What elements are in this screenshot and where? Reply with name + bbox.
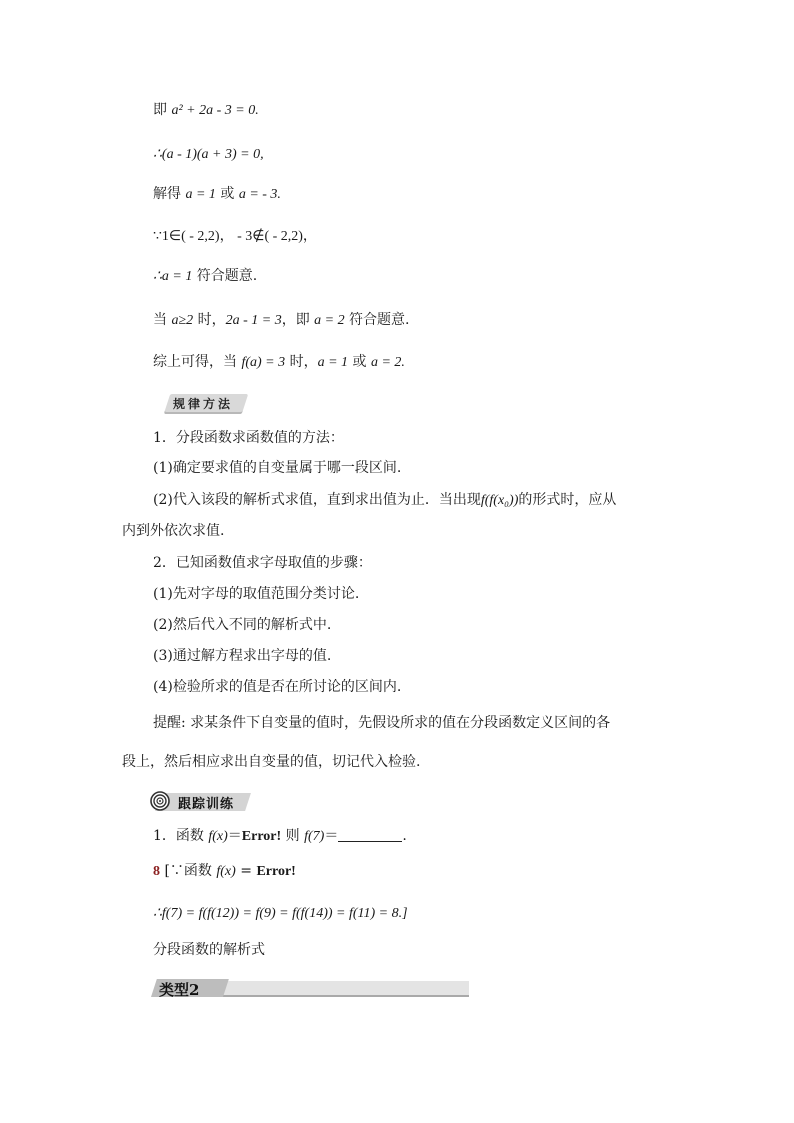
method-point-2: 2．已知函数值求字母取值的步骤：: [153, 555, 372, 571]
tip-line-1: 提醒: 求某条件下自变量的值时，先假设所求的值在分段函数定义区间的各: [153, 715, 611, 731]
method-point-2b: (2)然后代入不同的解析式中.: [153, 617, 332, 633]
exercise-answer: 8 [∵函数 f(x) = Error!: [153, 863, 296, 879]
type-badge: [151, 977, 469, 997]
type-badge-label: 类型2: [159, 981, 200, 999]
equation: ∴(a - 1)(a + 3) = 0,: [153, 147, 264, 162]
method-point-2d: (4)检验所求的值是否在所讨论的区间内.: [153, 679, 402, 695]
method-point-1b: (2)代入该段的解析式求值，直到求出值为止．当出现f(f(x₀))的形式时，应从: [153, 492, 617, 508]
exercise-question: 1．函数 f(x)＝Error! 则 f(7)＝ .: [153, 828, 407, 844]
method-point-1: 1．分段函数求函数值的方法：: [153, 430, 344, 446]
solution-line-4: ∵1∈( - 2,2)， - 3∉( - 2,2)，: [153, 229, 317, 244]
track-badge: [150, 791, 250, 813]
tip-label: 提醒: [153, 715, 181, 731]
track-badge-label: 跟踪训练: [178, 797, 235, 812]
method-point-2a: (1)先对字母的取值范围分类讨论.: [153, 586, 360, 602]
solution-line-1: 即 a² + 2a - 3 = 0.: [153, 102, 259, 118]
tip-line-2: 段上，然后相应求出自变量的值，切记代入检验.: [122, 754, 421, 770]
solution-line-7: 综上可得，当 f(a) = 3 时，a = 1 或 a = 2.: [153, 354, 405, 370]
method-point-1a: (1)确定要求值的自变量属于哪一段区间.: [153, 460, 402, 476]
equation: a² + 2a - 3 = 0.: [171, 103, 259, 118]
solution-line-3: 解得 a = 1 或 a = - 3.: [153, 186, 281, 202]
target-icon: [150, 791, 170, 811]
solution-line-5: ∴a = 1 符合题意.: [153, 268, 258, 284]
answer-blank: [338, 827, 402, 842]
answer-number: 8: [153, 864, 160, 879]
method-point-2c: (3)通过解方程求出字母的值.: [153, 648, 332, 664]
rule-badge: 规律方法: [173, 397, 234, 411]
solution-line-6: 当 a≥2 时，2a - 1 = 3，即 a = 2 符合题意.: [153, 312, 410, 328]
method-point-1c: 内到外依次求值.: [122, 523, 225, 539]
section-title: 分段函数的解析式: [153, 942, 265, 958]
exercise-solution: ∴f(7) = f(f(12)) = f(9) = f(f(14)) = f(11) = 8.]: [153, 906, 408, 921]
solution-line-2: [153, 144, 264, 165]
